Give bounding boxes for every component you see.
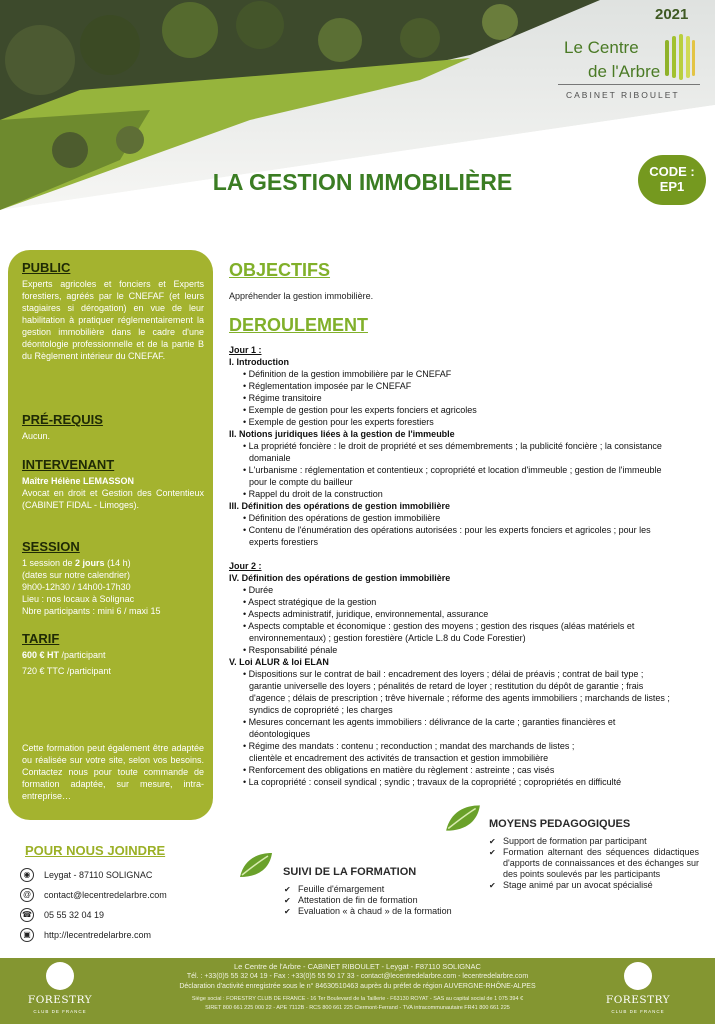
suivi-item: ✔ Feuille d'émargement	[284, 884, 464, 895]
day2-label: Jour 2 :	[229, 561, 262, 571]
moyens-item: ✔ Support de formation par participant	[489, 836, 699, 847]
logo-line2: de l'Arbre	[588, 62, 661, 81]
section-3: III. Définition des opérations de gestion immobilière	[229, 501, 451, 511]
prereq-section	[22, 412, 204, 442]
session-line3: 9h00-12h30 / 14h00-17h30	[22, 582, 131, 592]
leaf-icon	[444, 803, 482, 833]
email-link[interactable]: contact@lecentredelarbre.com	[44, 890, 167, 900]
moyens-list	[489, 836, 699, 891]
location-icon: ◉	[20, 868, 34, 882]
forestry-name: FORESTRY	[605, 994, 671, 1006]
section-4: IV. Définition des opérations de gestion immobilière	[229, 573, 451, 583]
session-section	[22, 539, 204, 617]
suivi-item: ✔ Evaluation « à chaud » de la formation	[284, 906, 464, 917]
web-link[interactable]: http://lecentredelarbre.com	[44, 930, 152, 940]
list-item: • Aspect stratégique de la gestion	[229, 596, 675, 608]
public-text: Experts agricoles et fonciers et Experts forestiers, agréés par le CNEFAF (et leurs stagiaires si dérogation) en vue de leur habilitation à pratiquer réglementairement la gestion immobilière dans le cadre d'une déontologie professionnelle et de la partie B du Règlement intérieur du CNEFAF.	[22, 279, 204, 361]
code-label: CODE :	[649, 164, 695, 179]
suivi-item: ✔ Attestation de fin de formation	[284, 895, 464, 906]
code-badge	[638, 155, 706, 205]
list-item: • La propriété foncière : le droit de propriété et ses démembrements ; la publicité foncière ; la consistance domaniale	[229, 440, 675, 464]
list-item: • Régime transitoire	[229, 392, 675, 404]
phone-icon: ☎	[20, 908, 34, 922]
list-item: • Dispositions sur le contrat de bail : encadrement des loyers ; délai de préavis ; contrat de bail type ; garantie universelle des loyers ; pénalités de retard de loyer ; restitution du dépôt de garantie ; frais d'agence ; délais de prescription ; trêve hivernale ; réforme des agents immobiliers ; marchands de listes ; syndics de copropriété ; les charges	[229, 668, 675, 716]
contact-heading: POUR NOUS JOINDRE	[25, 843, 166, 858]
public-heading: PUBLIC	[22, 260, 71, 275]
logo-divider	[558, 84, 700, 85]
footer-line1: Le Centre de l'Arbre - CABINET RIBOULET - Leygat - F87110 SOLIGNAC	[234, 962, 481, 971]
section-1: I. Introduction	[229, 357, 289, 367]
list-item: • Définition des opérations de gestion immobilière	[229, 512, 675, 524]
list-item: • Régime des mandats : contenu ; reconduction ; mandat des marchands de listes ;	[229, 740, 675, 752]
list-item: • La copropriété : conseil syndical ; syndic ; travaux de la copropriété ; copropriétés en difficulté	[229, 776, 675, 788]
suivi-list	[284, 884, 464, 917]
prereq-heading: PRÉ-REQUIS	[22, 412, 103, 427]
forestry-logo-left	[20, 962, 100, 1020]
logo-line1: Le Centre	[564, 38, 639, 57]
suivi-heading: SUIVI DE LA FORMATION	[283, 866, 417, 878]
section-2: II. Notions juridiques liées à la gestion de l'immeuble	[229, 429, 455, 439]
session-text: 1 session de	[22, 558, 76, 568]
footer	[0, 958, 715, 1024]
footer-line3: Déclaration d'activité enregistrée sous le n° 84630510463 auprès du préfet de région AUVERGNE-RHÔNE-ALPES	[179, 983, 536, 990]
logo-subtitle: CABINET RIBOULET	[566, 90, 680, 100]
forestry-name: FORESTRY	[27, 994, 93, 1006]
list-item: • Rappel du droit de la construction	[229, 488, 675, 500]
session-line1	[22, 557, 204, 569]
forestry-sub: CLUB DE FRANCE	[33, 1009, 87, 1014]
intervenant-text: Avocat en droit et Gestion des Contentieux (CABINET FIDAL - Limoges).	[22, 488, 204, 510]
tarif-ht: 600 € HT	[22, 650, 60, 660]
moyens-heading: MOYENS PEDAGOGIQUES	[489, 818, 631, 830]
moyens-item: ✔ Formation alternant des séquences didactiques d'apports de connaissances et des échanges sur des points soulevés par les participants	[489, 847, 699, 880]
list-item: • Aspects administratif, juridique, environnemental, assurance	[229, 608, 675, 620]
moyens-item: ✔ Stage animé par un avocat spécialisé	[489, 880, 699, 891]
info-panel	[8, 250, 213, 820]
code-value: EP1	[659, 179, 685, 194]
intervenant-name: Maître Hélène LEMASSON	[22, 476, 135, 486]
session-heading: SESSION	[22, 539, 80, 554]
program-content	[229, 344, 675, 788]
list-item: • Mesures concernant les agents immobiliers : délivrance de la carte ; garanties financières et déontologiques	[229, 716, 675, 740]
list-item: • L'urbanisme : réglementation et contentieux ; copropriété et location d'immeuble ; gestion de l'immeuble pour le compte du bailleur	[229, 464, 675, 488]
list-item: • Exemple de gestion pour les experts forestiers	[229, 416, 675, 428]
list-item: • Responsabilité pénale	[229, 644, 675, 656]
objectifs-heading: OBJECTIFS	[229, 260, 331, 280]
page-title: LA GESTION IMMOBILIÈRE	[212, 169, 513, 195]
objectifs-text: Appréhender la gestion immobilière.	[229, 291, 374, 301]
section-5: V. Loi ALUR & loi ELAN	[229, 657, 329, 667]
intervenant-section	[22, 457, 204, 511]
tarif-heading: TARIF	[22, 631, 60, 646]
session-hours: (14 h)	[104, 558, 131, 568]
deroulement-heading: DEROULEMENT	[229, 315, 368, 335]
list-item: • Durée	[229, 584, 675, 596]
list-item: • Contenu de l'énumération des opérations autorisées : pour les experts fonciers et agricoles ; pour les experts forestiers	[229, 524, 675, 548]
year-label: 2021	[655, 6, 689, 23]
forestry-emblem-icon	[46, 962, 74, 990]
web-icon: ▣	[20, 928, 34, 942]
public-section	[22, 260, 204, 362]
forestry-logo-right	[598, 962, 678, 1020]
list-item-continuation: clientèle et encadrement des activités de transaction et gestion immobilière	[249, 753, 549, 763]
address-text: Leygat - 87110 SOLIGNAC	[44, 870, 153, 880]
list-item: • Exemple de gestion pour les experts fonciers et agricoles	[229, 404, 675, 416]
session-days: 2 jours	[75, 558, 105, 568]
list-item: • Définition de la gestion immobilière par le CNEFAF	[229, 368, 675, 380]
note-text: Cette formation peut également être adaptée ou réalisée sur votre site, selon vos besoins. Contactez nous pour toute commande de formation adaptée, sur mesure, intra-entreprise…	[22, 743, 204, 801]
session-line5: Nbre participants : mini 6 / maxi 15	[22, 606, 161, 616]
tarif-ht-suffix: /participant	[59, 650, 106, 660]
phone-link[interactable]: 05 55 32 04 19	[44, 910, 105, 920]
footer-line4: Siège social : FORESTRY CLUB DE FRANCE - 16 Ter Boulevard de la Taillerie - F63130 ROYAT - SAS au capital social de 1 075 394 €	[191, 996, 524, 1002]
spacer	[229, 548, 675, 560]
custom-note	[22, 742, 204, 802]
session-line2: (dates sur notre calendrier)	[22, 570, 131, 580]
session-line4: Lieu : nos locaux à Solignac	[22, 594, 135, 604]
forestry-emblem-icon	[624, 962, 652, 990]
leaf-icon	[238, 851, 274, 879]
forestry-sub: CLUB DE FRANCE	[611, 1009, 665, 1014]
footer-line5: SIRET 800 661 225 000 22 - APE 7112B - RCS 800 661 225 Clermont-Ferrand - TVA intracommunautaire FR41 800 661 225	[205, 1005, 510, 1011]
list-item: • Aspects comptable et économique : gestion des moyens ; gestion des risques (aléas matériels et environnementaux) ; gestion forestière (Article L.8 du Code Forestier)	[229, 620, 675, 644]
tarif-ht-line	[22, 649, 204, 661]
footer-line2: Tél. : +33(0)5 55 32 04 19 - Fax : +33(0)5 55 50 17 33 - contact@lecentredelarbre.com - lecentredelarbre.com	[186, 973, 529, 980]
intervenant-heading: INTERVENANT	[22, 457, 115, 472]
logo-bars-icon	[664, 34, 696, 82]
prereq-text: Aucun.	[22, 431, 51, 441]
list-item: • Réglementation imposée par le CNEFAF	[229, 380, 675, 392]
day1-label: Jour 1 :	[229, 345, 262, 355]
email-icon: @	[20, 888, 34, 902]
list-item: • Renforcement des obligations en matière du règlement : astreinte ; cas visés	[229, 764, 675, 776]
tarif-section	[22, 631, 204, 677]
tarif-ttc: 720 € TTC /participant	[22, 666, 111, 676]
centre-arbre-logo	[558, 32, 708, 102]
